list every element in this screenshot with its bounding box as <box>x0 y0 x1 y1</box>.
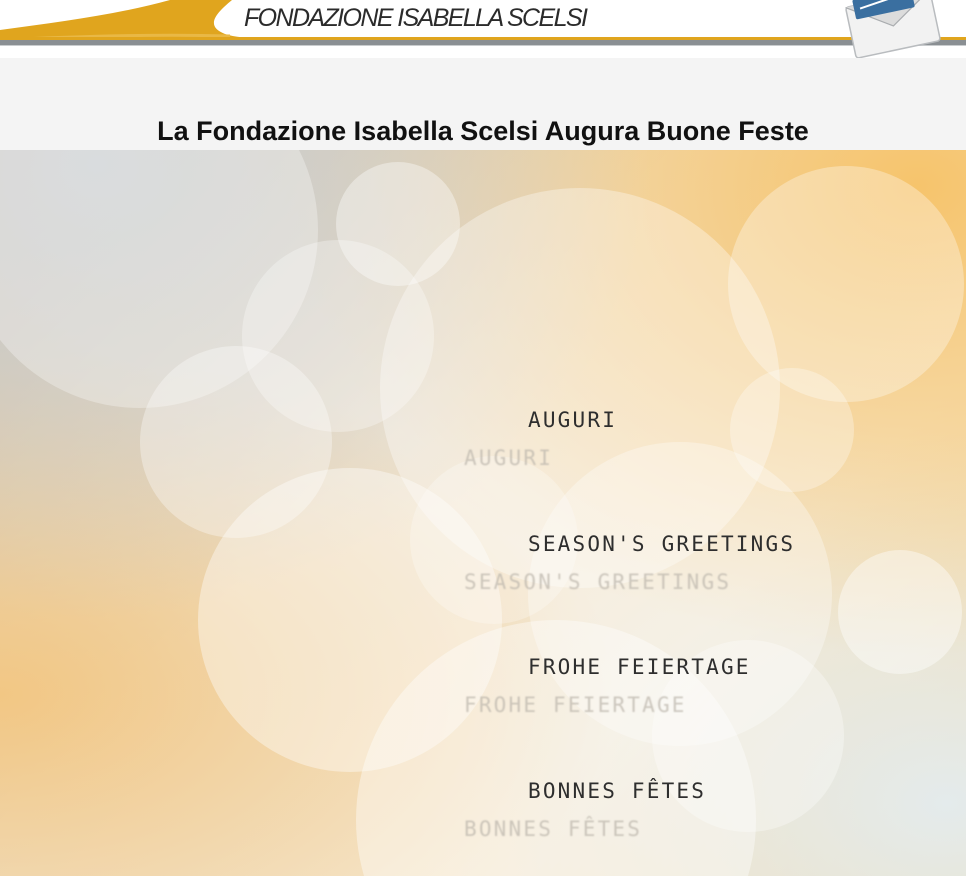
greeting-auguri: AUGURI <box>528 408 618 432</box>
page-title: La Fondazione Isabella Scelsi Augura Buone Feste <box>157 116 809 146</box>
greeting-bonnes: BONNES FÊTES <box>528 779 707 803</box>
header-banner <box>0 0 966 58</box>
greeting-frohe-echo: FROHE FEIERTAGE <box>464 693 687 717</box>
greeting-bonnes-echo: BONNES FÊTES <box>464 817 643 841</box>
greeting-card-image <box>0 150 966 876</box>
greeting-seasons: SEASON'S GREETINGS <box>528 532 796 556</box>
greeting-seasons-echo: SEASON'S GREETINGS <box>464 570 732 594</box>
greeting-auguri-echo: AUGURI <box>464 446 554 470</box>
foundation-name: FONDAZIONE ISABELLA SCELSI <box>244 4 587 32</box>
envelope-icon[interactable] <box>838 0 948 58</box>
bokeh-background <box>0 150 966 876</box>
greeting-frohe: FROHE FEIERTAGE <box>528 655 751 679</box>
